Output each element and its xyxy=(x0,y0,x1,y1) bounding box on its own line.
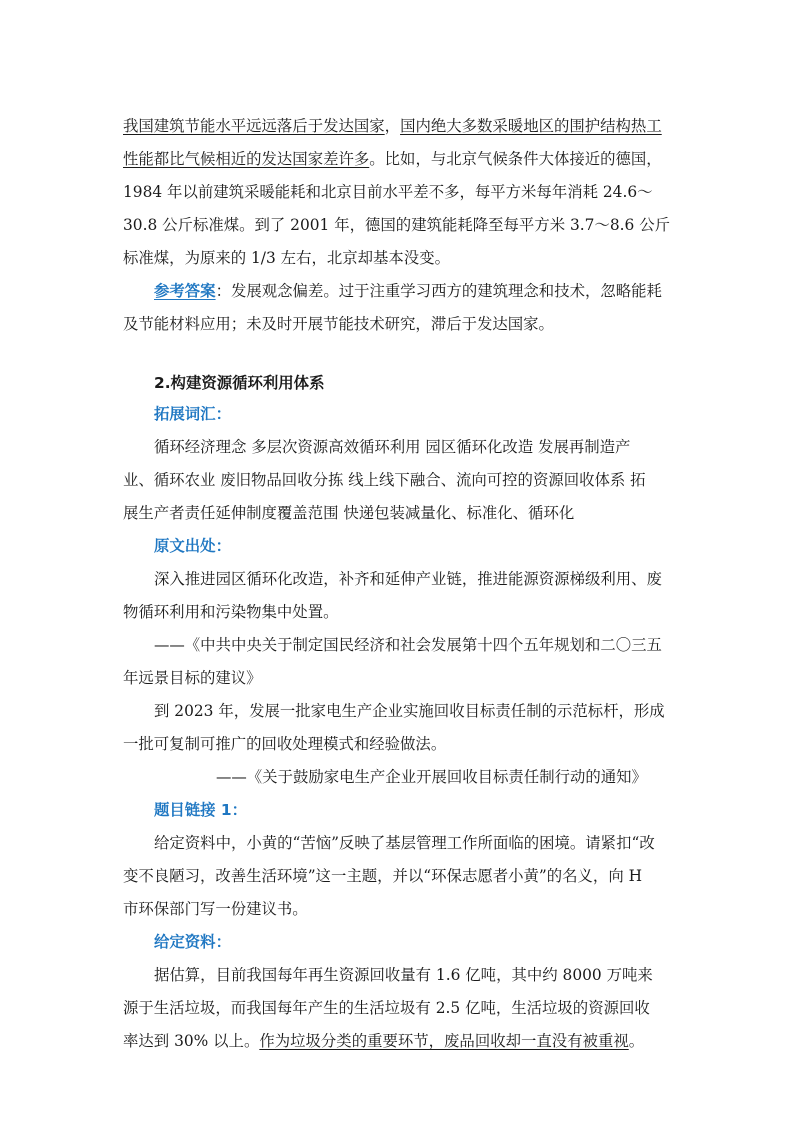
answer-line1 xyxy=(0,281,800,301)
vocab-line2: 业、循环农业 废旧物品回收分拣 线上线下融合、流向可控的资源回收体系 拓 xyxy=(123,471,646,489)
text: 率达到 30% 以上。 xyxy=(123,1032,260,1050)
text: 发展观念偏差。过于注重学习西方的建筑理念和技术，忽略能耗 xyxy=(230,282,662,300)
source-quote1-line1: 深入推进园区循环化改造，补齐和延伸产业链，推进能源资源梯级利用、废 xyxy=(154,570,662,588)
para1-line1 xyxy=(0,116,800,136)
punct: 。 xyxy=(628,1032,645,1050)
question-label: 题目链接 1： xyxy=(154,801,248,819)
answer-line2: 及节能材料应用；未及时开展节能技术研究，滞后于发达国家。 xyxy=(123,315,554,333)
vocab-label: 拓展词汇： xyxy=(154,405,231,423)
question-line2: 变不良陋习，改善生活环境”这一主题，并以“环保志愿者小黄”的名义，向 H xyxy=(123,867,643,885)
underlined-text: 性能都比气候相近的发达国家差许多 xyxy=(123,150,370,168)
punct: ， xyxy=(384,117,401,135)
underlined-text: 国内绝大多数采暖地区的围护结构热工 xyxy=(400,117,662,135)
source-quote1-citation-line1: ——《中共中央关于制定国民经济和社会发展第十四个五年规划和二〇三五 xyxy=(154,636,662,654)
source-quote1-line2: 物循环利用和污染物集中处置。 xyxy=(123,603,339,621)
para1-line2 xyxy=(0,149,800,169)
answer-label: 参考答案 xyxy=(154,282,216,300)
punct: ： xyxy=(215,282,231,300)
source-quote2-line2: 一批可复制可推广的回收处理模式和经验做法。 xyxy=(123,735,447,753)
underlined-text: 作为垃圾分类的重要环节，废品回收却一直没有被重视 xyxy=(259,1032,629,1050)
material-line1: 据估算，目前我国每年再生资源回收量有 1.6 亿吨，其中约 8000 万吨来 xyxy=(154,966,653,984)
section-title: 2.构建资源循环利用体系 xyxy=(154,374,325,392)
material-line2: 源于生活垃圾，而我国每年产生的生活垃圾有 2.5 亿吨，生活垃圾的资源回收 xyxy=(123,999,650,1017)
vocab-line1: 循环经济理念 多层次资源高效循环利用 园区循环化改造 发展再制造产 xyxy=(154,438,631,456)
text: 。比如，与北京气候条件大体接近的德国， xyxy=(369,150,662,168)
para1-line4: 30.8 公斤标准煤。到了 2001 年，德国的建筑能耗降至每平方米 3.7～8.6 公斤 xyxy=(123,216,671,234)
source-quote1-citation-line2: 年远景目标的建议》 xyxy=(123,669,262,687)
question-line3: 市环保部门写一份建议书。 xyxy=(123,900,308,918)
material-label: 给定资料： xyxy=(154,933,231,951)
underlined-text: 我国建筑节能水平远远落后于发达国家 xyxy=(123,117,385,135)
para1-line3: 1984 年以前建筑采暖能耗和北京目前水平差不多，每平方米每年消耗 24.6～ xyxy=(123,183,653,201)
question-line1: 给定资料中，小黄的“苦恼”反映了基层管理工作所面临的困境。请紧扣“改 xyxy=(154,834,655,852)
para1-line5: 标准煤，为原来的 1/3 左右，北京却基本没变。 xyxy=(123,249,450,267)
vocab-line3: 展生产者责任延伸制度覆盖范围 快递包装减量化、标准化、循环化 xyxy=(123,504,575,522)
source-quote2-citation: ——《关于鼓励家电生产企业开展回收目标责任制行动的通知》 xyxy=(216,768,647,786)
source-quote2-line1: 到 2023 年，发展一批家电生产企业实施回收目标责任制的示范标杆，形成 xyxy=(154,702,665,720)
source-label: 原文出处： xyxy=(154,537,231,555)
material-line3 xyxy=(0,1031,800,1051)
